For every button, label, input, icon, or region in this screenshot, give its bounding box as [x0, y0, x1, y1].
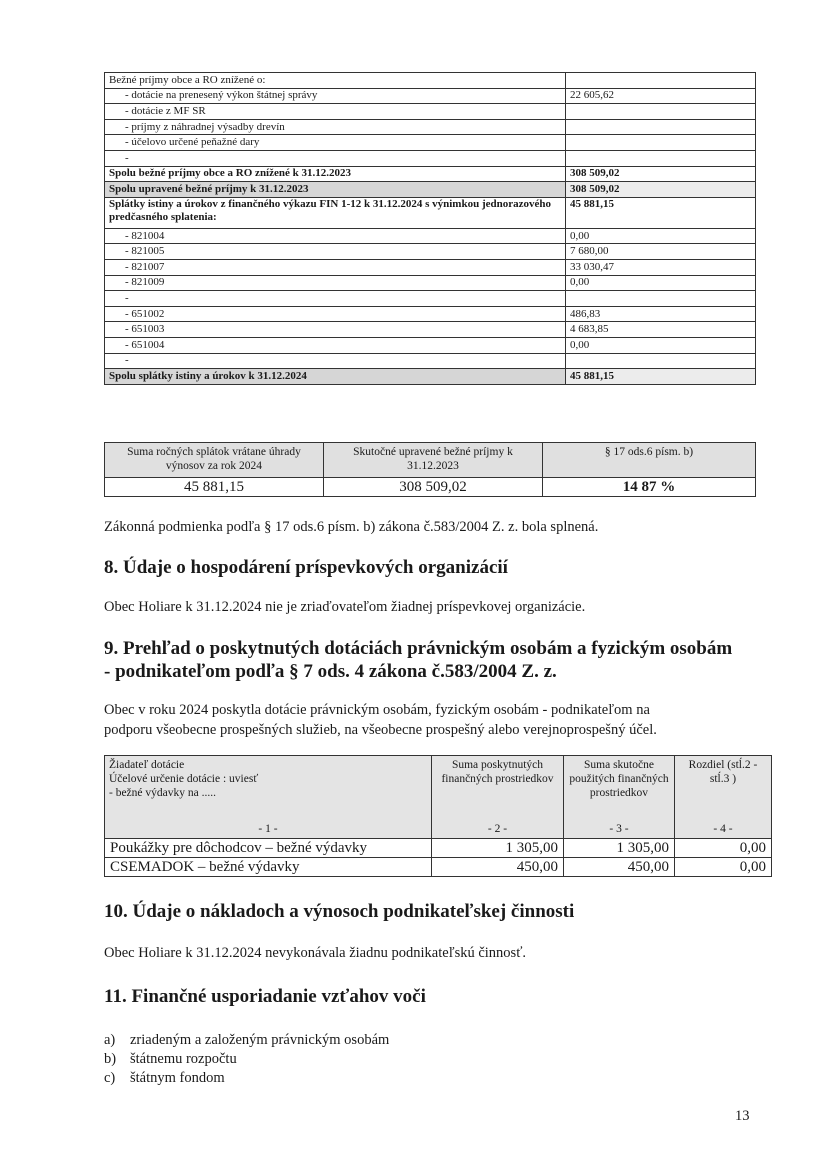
row-value	[566, 150, 756, 166]
row-value	[566, 291, 756, 307]
row-label: - 651004	[105, 337, 566, 353]
row-value: 308 509,02	[566, 182, 756, 198]
ratio-value-income: 308 509,02	[324, 478, 543, 497]
row-label: -	[105, 291, 566, 307]
row-label: - 821004	[105, 228, 566, 244]
row-value: 0,00	[566, 337, 756, 353]
row-label: - 821009	[105, 275, 566, 291]
row-value: 0,00	[566, 275, 756, 291]
row-label: Spolu upravené bežné príjmy k 31.12.2023	[105, 182, 566, 198]
table-row	[105, 291, 756, 307]
list-item-letter: b)	[104, 1051, 117, 1067]
ratio-value-percent: 14 87 %	[543, 478, 756, 497]
section10-text: Obec Holiare k 31.12.2024 nevykonávala žiadnu podnikateľskú činnosť.	[104, 945, 527, 961]
subsidy-header-applicant	[105, 756, 432, 839]
row-label: -	[105, 150, 566, 166]
subsidy-header-granted-text: Suma poskytnutých finančných prostriedkov	[441, 759, 554, 785]
section8-text: Obec Holiare k 31.12.2024 nie je zriaďovateľom žiadnej príspevkovej organizácie.	[104, 599, 586, 615]
table-row	[105, 259, 756, 275]
table-row	[105, 197, 756, 228]
row-label: - 651002	[105, 306, 566, 322]
condition-text: Zákonná podmienka podľa § 17 ods.6 písm. b) zákona č.583/2004 Z. z. bola splnená.	[104, 519, 599, 535]
table-row	[105, 73, 756, 89]
section11-list	[104, 1031, 389, 1088]
subsidy-name: CSEMADOK – bežné výdavky	[105, 858, 432, 877]
subsidy-row	[105, 858, 772, 877]
row-label: - dotácie z MF SR	[105, 104, 566, 120]
list-item-text: štátnemu rozpočtu	[130, 1051, 237, 1067]
row-value: 33 030,47	[566, 259, 756, 275]
section9-heading-line1: 9. Prehľad o poskytnutých dotáciách právnickým osobám a fyzickým osobám	[104, 638, 733, 659]
subsidy-col-number-4: - 4 -	[713, 823, 733, 835]
section11-heading: 11. Finančné usporiadanie vzťahov voči	[104, 986, 426, 1007]
table-row	[105, 353, 756, 369]
subsidy-name: Poukážky pre dôchodcov – bežné výdavky	[105, 839, 432, 858]
table-row	[105, 275, 756, 291]
list-item-text: štátnym fondom	[130, 1070, 225, 1086]
table-row	[105, 369, 756, 385]
row-label: - dotácie na prenesený výkon štátnej správy	[105, 88, 566, 104]
subsidy-header-granted	[432, 756, 564, 839]
row-value: 486,83	[566, 306, 756, 322]
table-row	[105, 182, 756, 198]
subsidy-header-used-text: Suma skutočne použitých finančných prostriedkov	[569, 759, 669, 799]
row-value	[566, 104, 756, 120]
subsidy-header-applicant-line1: Žiadateľ dotácie	[109, 759, 185, 771]
row-label: - 821005	[105, 244, 566, 260]
row-value: 308 509,02	[566, 166, 756, 182]
row-value: 7 680,00	[566, 244, 756, 260]
subsidy-col-number-2: - 2 -	[487, 823, 508, 835]
subsidy-col-number-1: - 1 -	[258, 823, 278, 835]
subsidy-header-applicant-line3: - bežné výdavky na .....	[109, 787, 216, 799]
subsidy-header-used	[564, 756, 675, 839]
row-value	[566, 135, 756, 151]
section10-heading: 10. Údaje o nákladoch a výnosoch podnikateľskej činnosti	[104, 901, 575, 922]
section9-text-line1: Obec v roku 2024 poskytla dotácie právnickým osobám, fyzickým osobám - podnikateľom na	[104, 702, 650, 718]
table-row	[105, 306, 756, 322]
section9-text-line2: podporu všeobecne prospešných služieb, na všeobecne prospešný alebo verejnoprospešný účel.	[104, 722, 657, 738]
row-label: - 651003	[105, 322, 566, 338]
table-row	[105, 88, 756, 104]
table-row	[105, 337, 756, 353]
subsidy-used: 450,00	[564, 858, 675, 877]
section8-heading: 8. Údaje o hospodárení príspevkových organizácií	[104, 557, 508, 578]
table-row	[105, 166, 756, 182]
list-item-text: zriadeným a založeným právnickým osobám	[130, 1032, 390, 1048]
row-label: Spolu splátky istiny a úrokov k 31.12.2024	[105, 369, 566, 385]
ratio-value-repayments: 45 881,15	[105, 478, 324, 497]
list-item	[104, 1069, 389, 1088]
subsidy-granted: 1 305,00	[432, 839, 564, 858]
ratio-header-repayments: Suma ročných splátok vrátane úhrady výnosov za rok 2024	[105, 443, 324, 478]
row-value: 45 881,15	[566, 197, 756, 228]
subsidy-diff: 0,00	[675, 858, 772, 877]
table-row	[105, 322, 756, 338]
subsidy-header-difference-text: Rozdiel (stĺ.2 - stĺ.3 )	[688, 759, 758, 785]
subsidy-diff: 0,00	[675, 839, 772, 858]
subsidy-header-difference	[675, 756, 772, 839]
row-label: Spolu bežné príjmy obce a RO znížené k 31.12.2023	[105, 166, 566, 182]
list-item	[104, 1031, 389, 1050]
section9-heading-line2: - podnikateľom podľa § 7 ods. 4 zákona č.583/2004 Z. z.	[104, 661, 557, 682]
table-row	[105, 104, 756, 120]
row-value	[566, 119, 756, 135]
subsidy-header-applicant-line2: Účelové určenie dotácie : uviesť	[109, 773, 259, 785]
table-row	[105, 150, 756, 166]
row-value: 4 683,85	[566, 322, 756, 338]
table-row	[105, 228, 756, 244]
row-label: -	[105, 353, 566, 369]
subsidy-used: 1 305,00	[564, 839, 675, 858]
table-row	[105, 119, 756, 135]
list-item-letter: c)	[104, 1070, 116, 1086]
row-value	[566, 353, 756, 369]
table-row	[105, 135, 756, 151]
row-label: - príjmy z náhradnej výsadby drevín	[105, 119, 566, 135]
ratio-header-income: Skutočné upravené bežné príjmy k 31.12.2023	[324, 443, 543, 478]
row-value: 22 605,62	[566, 88, 756, 104]
subsidy-col-number-3: - 3 -	[609, 823, 629, 835]
row-label: - účelovo určené peňažné dary	[105, 135, 566, 151]
row-label: - 821007	[105, 259, 566, 275]
page-number: 13	[735, 1108, 750, 1124]
list-item-letter: a)	[104, 1032, 116, 1048]
debt-ratio-table	[104, 442, 756, 497]
table-row	[105, 244, 756, 260]
row-label: Splátky istiny a úrokov z finančného výkazu FIN 1-12 k 31.12.2024 s výnimkou jednorazového predčasného splatenia:	[105, 197, 566, 228]
ratio-header-paragraph: § 17 ods.6 písm. b)	[543, 443, 756, 478]
list-item	[104, 1050, 389, 1069]
row-value	[566, 73, 756, 89]
debt-service-table	[104, 72, 756, 385]
row-label: Bežné príjmy obce a RO znížené o:	[105, 73, 566, 89]
row-value: 0,00	[566, 228, 756, 244]
subsidy-granted: 450,00	[432, 858, 564, 877]
subsidies-table	[104, 755, 772, 877]
row-value: 45 881,15	[566, 369, 756, 385]
subsidy-row	[105, 839, 772, 858]
